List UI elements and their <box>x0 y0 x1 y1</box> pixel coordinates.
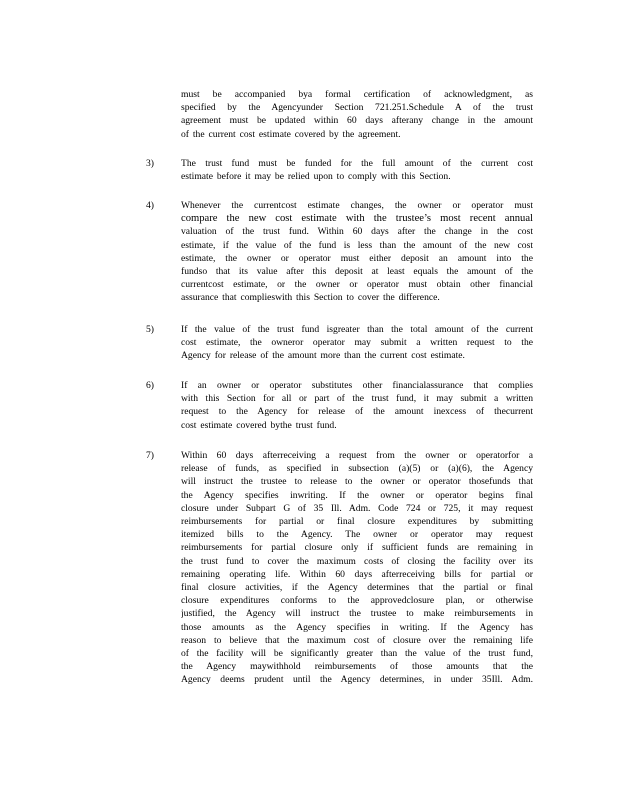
item-paragraph-3 <box>181 157 533 183</box>
text-line: estimate, if the value of the fund is less than the amount of the new cost <box>181 239 533 251</box>
text-line: Agency deems prudent until the Agency determines, in under 35Ill. Adm. <box>181 674 533 686</box>
item-number: 6) <box>146 380 154 391</box>
item-number: 4) <box>146 200 154 211</box>
item-number: 7) <box>146 450 154 461</box>
text-line: fundso that its value after this deposit at least equals the amount of the <box>181 266 533 278</box>
item-paragraph-4 <box>181 199 533 305</box>
text-line: If the value of the trust fund isgreater than the total amount of the current <box>181 324 533 335</box>
text-line: agreement must be updated within 60 days afterany change in the amount <box>181 115 533 127</box>
text-line: justified, the Agency will instruct the trustee to make reimbursements in <box>181 608 533 620</box>
text-line: reason to believe that the maximum cost of closure over the remaining life <box>181 634 533 646</box>
item-paragraph-5 <box>181 323 533 363</box>
text-line: the trust fund to cover the maximum costs of closing the facility over its <box>181 555 533 567</box>
text-line: reimbursements for partial closure only if sufficient funds are remaining in <box>181 542 533 554</box>
item-number: 5) <box>146 324 154 335</box>
text-line: Whenever the currentcost estimate changes, the owner or operator must <box>181 200 533 211</box>
text-line: closure expenditures conforms to the approvedclosure plan, or otherwise <box>181 595 533 607</box>
text-line: of the current cost estimate covered by the agreement. <box>181 128 401 140</box>
text-line: valuation of the trust fund. Within 60 days after the change in the cost <box>181 226 533 238</box>
text-line: those amounts as the Agency specifies in writing. If the Agency has <box>181 621 533 633</box>
text-line: release of funds, as specified in subsection (a)(5) or (a)(6), the Agency <box>181 463 533 475</box>
item-number: 3) <box>146 158 154 169</box>
text-line: specified by the Agencyunder Section 721.251.Schedule A of the trust <box>181 102 533 114</box>
text-line: estimate before it may be relied upon to comply with this Section. <box>181 171 451 183</box>
text-line: Agency for release of the amount more than the current cost estimate. <box>181 350 465 362</box>
text-line: estimate, the owner or operator must either deposit an amount into the <box>181 252 533 264</box>
text-line: the Agency maywithhold reimbursements of those amounts that the <box>181 661 533 673</box>
text-line: must be accompanied bya formal certification of acknowledgment, as <box>181 89 533 100</box>
continuation-paragraph <box>181 88 533 141</box>
text-line: Within 60 days afterreceiving a request from the owner or operatorfor a <box>181 450 533 461</box>
text-line: of the facility will be significantly greater than the value of the trust fund, <box>181 648 533 660</box>
text-line: cost estimate, the owneror operator may submit a written request to the <box>181 337 533 349</box>
text-line: If an owner or operator substitutes other financialassurance that complies <box>181 380 533 391</box>
text-line: remaining operating life. Within 60 days afterreceiving bills for partial or <box>181 568 533 580</box>
text-line: request to the Agency for release of the amount inexcess of thecurrent <box>181 406 533 418</box>
text-line: with this Section for all or part of the trust fund, it may submit a written <box>181 393 533 405</box>
text-line: reimbursements for partial or final closure expenditures by submitting <box>181 516 533 528</box>
text-line: compare the new cost estimate with the trustee’s most recent annual <box>181 213 533 225</box>
text-line: cost estimate covered bythe trust fund. <box>181 419 337 431</box>
item-paragraph-6 <box>181 379 533 432</box>
text-line: the Agency specifies inwriting. If the owner or operator begins final <box>181 489 533 501</box>
text-line: will instruct the trustee to release to the owner or operator thosefunds that <box>181 476 533 488</box>
item-paragraph-7 <box>181 449 533 687</box>
text-line: final closure activities, if the Agency determines that the partial or final <box>181 582 533 594</box>
text-line: itemized bills to the Agency. The owner or operator may request <box>181 529 533 541</box>
text-line: assurance that complieswith this Section to cover the difference. <box>181 292 440 304</box>
text-line: The trust fund must be funded for the full amount of the current cost <box>181 158 533 169</box>
text-line: closure under Subpart G of 35 Ill. Adm. Code 724 or 725, it may request <box>181 502 533 514</box>
text-line: currentcost estimate, or the owner or operator must obtain other financial <box>181 279 533 291</box>
